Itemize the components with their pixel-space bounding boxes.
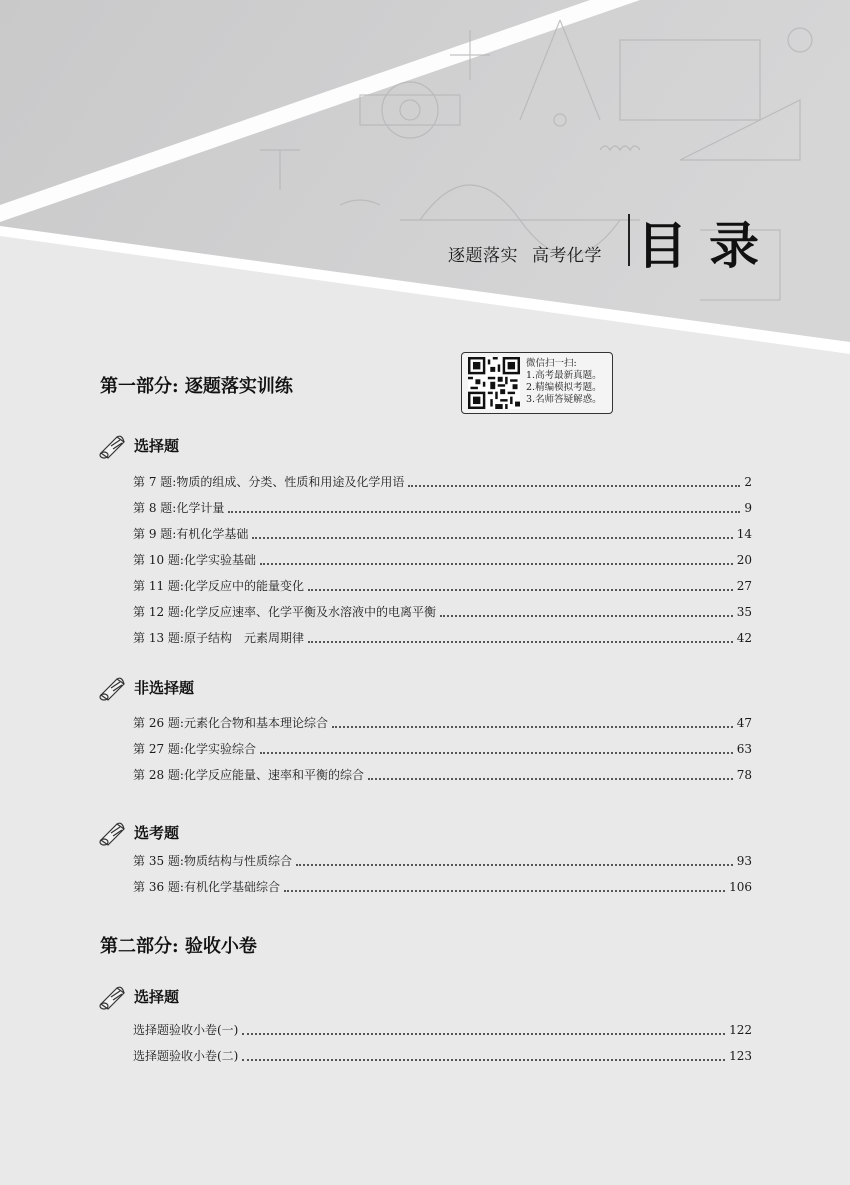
- toc-entry[interactable]: [133, 602, 752, 620]
- qr-heading: 微信扫一扫:: [526, 358, 577, 369]
- entry-number: 第 35 题:: [133, 854, 184, 868]
- dot-leader: [260, 752, 733, 754]
- entry-title: 选择题验收小卷(二): [133, 1049, 239, 1063]
- entry-page: 122: [729, 1023, 752, 1037]
- dot-leader: [332, 726, 733, 728]
- section-label: 选择题: [134, 437, 180, 455]
- toc-entry[interactable]: [133, 1046, 752, 1064]
- entry-number: 第 10 题:: [133, 553, 184, 567]
- scroll-icon: [98, 675, 128, 701]
- scroll-icon: [98, 433, 128, 459]
- toc-entry[interactable]: [133, 1020, 752, 1038]
- qr-code-icon: [468, 357, 520, 409]
- entry-page: 14: [736, 527, 752, 541]
- dot-leader: [242, 1033, 725, 1035]
- title-divider: [628, 214, 630, 266]
- dot-leader: [308, 641, 733, 643]
- entry-number: 第 7 题:: [133, 475, 177, 489]
- toc-entry[interactable]: [133, 524, 752, 542]
- entry-title: 化学实验基础: [183, 553, 256, 567]
- entry-page: 9: [744, 501, 752, 515]
- qr-line: 3.名师答疑解惑。: [526, 394, 602, 405]
- entry-title: 化学反应速率、化学平衡及水溶液中的电离平衡: [183, 605, 436, 619]
- entry-number: 第 13 题:: [133, 631, 184, 645]
- dot-leader: [440, 615, 733, 617]
- entry-number: 第 26 题:: [133, 716, 184, 730]
- qr-notice: [461, 352, 613, 414]
- entry-number: 第 11 题:: [133, 579, 184, 593]
- entry-number: 第 8 题:: [133, 501, 177, 515]
- entry-page: 27: [736, 579, 752, 593]
- entry-page: 2: [744, 475, 752, 489]
- entry-page: 93: [736, 854, 752, 868]
- entry-page: 123: [729, 1049, 752, 1063]
- part2-title: 第二部分: 验收小卷: [100, 936, 257, 957]
- section-label: 非选择题: [134, 679, 195, 697]
- entry-number: 第 28 题:: [133, 768, 184, 782]
- dot-leader: [368, 778, 733, 780]
- dot-leader: [308, 589, 733, 591]
- entry-page: 20: [736, 553, 752, 567]
- scroll-icon: [98, 820, 128, 846]
- entry-page: 35: [736, 605, 752, 619]
- entry-title: 化学实验综合: [183, 742, 256, 756]
- entry-title: 化学反应能量、速率和平衡的综合: [183, 768, 364, 782]
- toc-entry[interactable]: [133, 851, 752, 869]
- dot-leader: [242, 1059, 725, 1061]
- dot-leader: [284, 890, 725, 892]
- book-title: [448, 241, 602, 266]
- toc-entry[interactable]: [133, 713, 752, 731]
- toc-entry[interactable]: [133, 739, 752, 757]
- entry-title: 物质的组成、分类、性质和用途及化学用语: [176, 475, 405, 489]
- entry-number: 第 12 题:: [133, 605, 184, 619]
- dot-leader: [408, 485, 740, 487]
- toc-entry[interactable]: [133, 765, 752, 783]
- entry-page: 63: [736, 742, 752, 756]
- toc-entry[interactable]: [133, 472, 752, 490]
- header-banner: [0, 0, 850, 360]
- section-label: 选考题: [134, 824, 180, 842]
- book-subject: 高考化学: [532, 246, 602, 266]
- toc-title: 目录: [637, 217, 781, 275]
- dot-leader: [228, 511, 740, 513]
- entry-title: 化学计量: [176, 501, 225, 515]
- entry-page: 42: [736, 631, 752, 645]
- scroll-icon: [98, 984, 128, 1010]
- entry-number: 第 9 题:: [133, 527, 177, 541]
- entry-title: 有机化学基础: [176, 527, 249, 541]
- toc-entry[interactable]: [133, 550, 752, 568]
- section-label: 选择题: [134, 988, 180, 1006]
- toc-entry[interactable]: [133, 576, 752, 594]
- entry-title: 原子结构 元素周期律: [183, 631, 304, 645]
- toc-entry[interactable]: [133, 877, 752, 895]
- entry-number: 第 36 题:: [133, 880, 184, 894]
- entry-number: 第 27 题:: [133, 742, 184, 756]
- entry-title: 有机化学基础综合: [183, 880, 280, 894]
- entry-page: 78: [736, 768, 752, 782]
- toc-entry[interactable]: [133, 628, 752, 646]
- book-series: 逐题落实: [448, 246, 518, 266]
- qr-line: 2.精编模拟考题。: [526, 382, 602, 393]
- part1-title: 第一部分: 逐题落实训练: [100, 376, 293, 397]
- qr-line: 1.高考最新真题。: [526, 370, 602, 381]
- dot-leader: [252, 537, 732, 539]
- dot-leader: [260, 563, 733, 565]
- entry-title: 物质结构与性质综合: [183, 854, 292, 868]
- dot-leader: [296, 864, 733, 866]
- entry-title: 元素化合物和基本理论综合: [183, 716, 328, 730]
- entry-page: 106: [729, 880, 752, 894]
- toc-entry[interactable]: [133, 498, 752, 516]
- entry-title: 化学反应中的能量变化: [183, 579, 304, 593]
- entry-title: 选择题验收小卷(一): [133, 1023, 239, 1037]
- entry-page: 47: [736, 716, 752, 730]
